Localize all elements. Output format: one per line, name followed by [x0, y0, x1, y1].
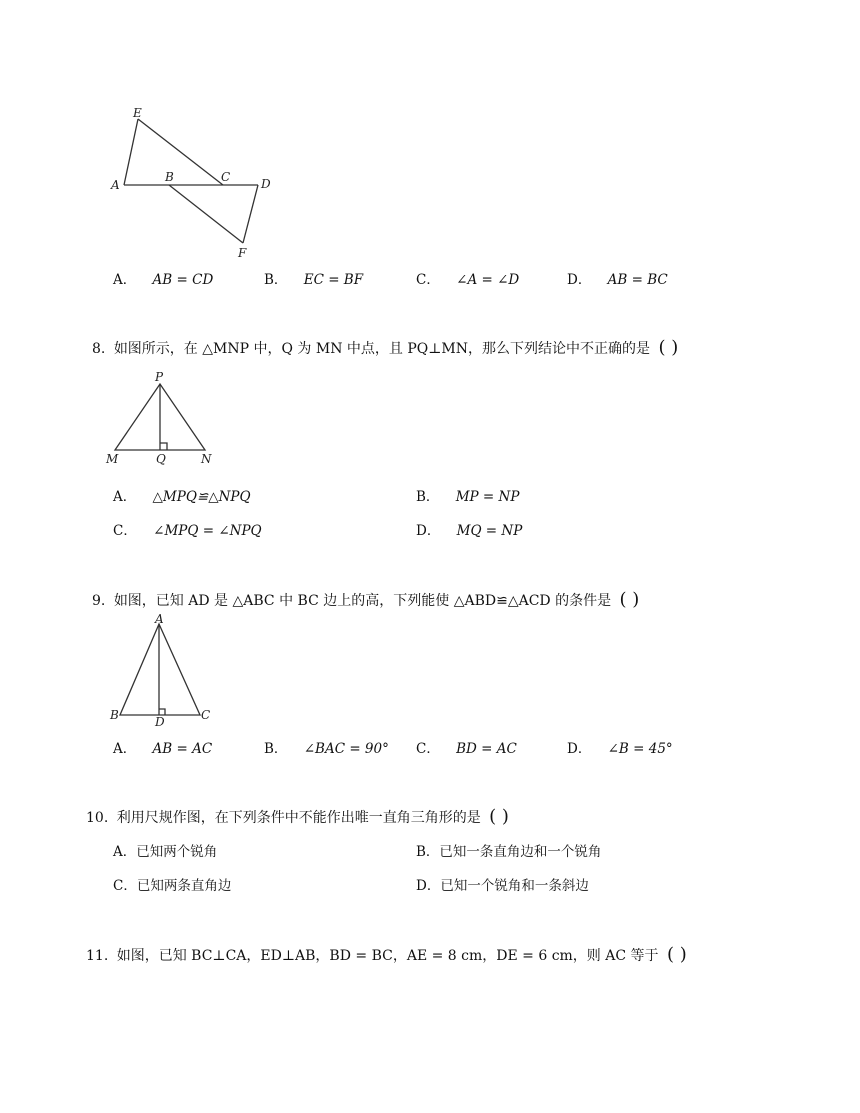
q10-stem — [86, 807, 509, 828]
answer-paren[interactable]: ( ) — [489, 806, 509, 827]
option-text: EC = BF — [303, 272, 364, 288]
label-f: F — [238, 246, 247, 260]
q8-option-b[interactable] — [416, 487, 519, 507]
q10-option-a[interactable] — [113, 842, 217, 862]
option-text: AB = BC — [607, 272, 668, 288]
q9-option-b[interactable] — [264, 739, 389, 759]
question-text: 如图，已知 BC⊥CA，ED⊥AB，BD = BC，AE = 8 cm，DE = 6 cm，则 AC 等于 — [116, 948, 659, 964]
option-text: BD = AC — [456, 741, 517, 757]
option-letter: D． — [567, 741, 592, 757]
label-q: Q — [156, 452, 166, 466]
label-e: E — [133, 106, 142, 120]
question-number: 11. — [86, 948, 109, 964]
q7-option-c[interactable] — [416, 270, 519, 290]
label-d: D — [155, 715, 165, 729]
option-text: 已知两条直角边 — [136, 878, 232, 894]
option-letter: D． — [416, 878, 441, 894]
label-a: A — [155, 612, 164, 626]
q10-option-d[interactable] — [416, 876, 589, 896]
option-text: MP = NP — [455, 489, 520, 505]
answer-paren[interactable]: ( ) — [667, 944, 687, 965]
option-text: ∠BAC = 90° — [303, 741, 389, 757]
q10-option-b[interactable] — [416, 842, 601, 862]
option-letter: A． — [113, 489, 137, 505]
answer-paren[interactable]: ( ) — [658, 337, 679, 358]
q8-option-a[interactable] — [113, 487, 251, 507]
option-letter: C． — [113, 878, 137, 894]
q7-figure — [105, 100, 285, 265]
q9-option-d[interactable] — [567, 739, 673, 759]
option-text: AB = AC — [152, 741, 213, 757]
option-letter: C． — [416, 741, 440, 757]
label-b: B — [165, 170, 174, 184]
q9-option-c[interactable] — [416, 739, 517, 759]
q8-option-c[interactable] — [113, 521, 262, 541]
q8-option-d[interactable] — [416, 521, 522, 541]
question-number: 9. — [92, 593, 106, 609]
option-text: 已知一条直角边和一个锐角 — [439, 844, 602, 860]
option-text: AB = CD — [152, 272, 214, 288]
option-text: ∠MPQ = ∠NPQ — [153, 523, 262, 539]
option-letter: A． — [113, 844, 137, 860]
q8-figure — [100, 366, 220, 466]
q10-option-c[interactable] — [113, 876, 231, 896]
q7-option-d[interactable] — [567, 270, 668, 290]
question-text: 利用尺规作图，在下列条件中不能作出唯一直角三角形的是 — [116, 810, 481, 826]
option-letter: A． — [113, 741, 137, 757]
label-c: C — [201, 708, 211, 722]
option-text: ∠B = 45° — [607, 741, 673, 757]
option-letter: C． — [113, 523, 137, 539]
option-text: MQ = NP — [456, 523, 523, 539]
question-text: 如图所示，在 △MNP 中，Q 为 MN 中点，且 PQ⊥MN，那么下列结论中不正确的是 — [113, 341, 650, 357]
question-number: 10. — [86, 810, 109, 826]
question-text: 如图，已知 AD 是 △ABC 中 BC 边上的高，下列能使 △ABD≌△ACD 的条件是 — [113, 593, 612, 609]
q11-stem — [86, 945, 687, 966]
label-b: B — [110, 708, 119, 722]
label-n: N — [201, 452, 212, 466]
label-d: D — [261, 177, 271, 191]
option-text: 已知一个锐角和一条斜边 — [440, 878, 589, 894]
option-letter: B． — [264, 272, 288, 288]
option-letter: B． — [416, 844, 440, 860]
q7-option-a[interactable] — [113, 270, 213, 290]
label-p: P — [155, 370, 164, 384]
option-letter: A． — [113, 272, 137, 288]
q9-option-a[interactable] — [113, 739, 212, 759]
q9-stem — [92, 590, 639, 611]
answer-paren[interactable]: ( ) — [619, 589, 640, 610]
option-letter: B． — [264, 741, 288, 757]
option-text: 已知两个锐角 — [136, 844, 218, 860]
option-letter: B． — [416, 489, 440, 505]
q9-figure — [105, 612, 225, 730]
question-number: 8. — [92, 341, 106, 357]
option-letter: D． — [567, 272, 592, 288]
label-c: C — [221, 170, 231, 184]
option-text: △MPQ≌△NPQ — [152, 489, 251, 505]
option-letter: C． — [416, 272, 440, 288]
q7-option-b[interactable] — [264, 270, 363, 290]
option-text: ∠A = ∠D — [456, 272, 520, 288]
label-m: M — [106, 452, 119, 466]
label-a: A — [111, 178, 120, 192]
option-letter: D． — [416, 523, 441, 539]
q8-stem — [92, 338, 678, 359]
